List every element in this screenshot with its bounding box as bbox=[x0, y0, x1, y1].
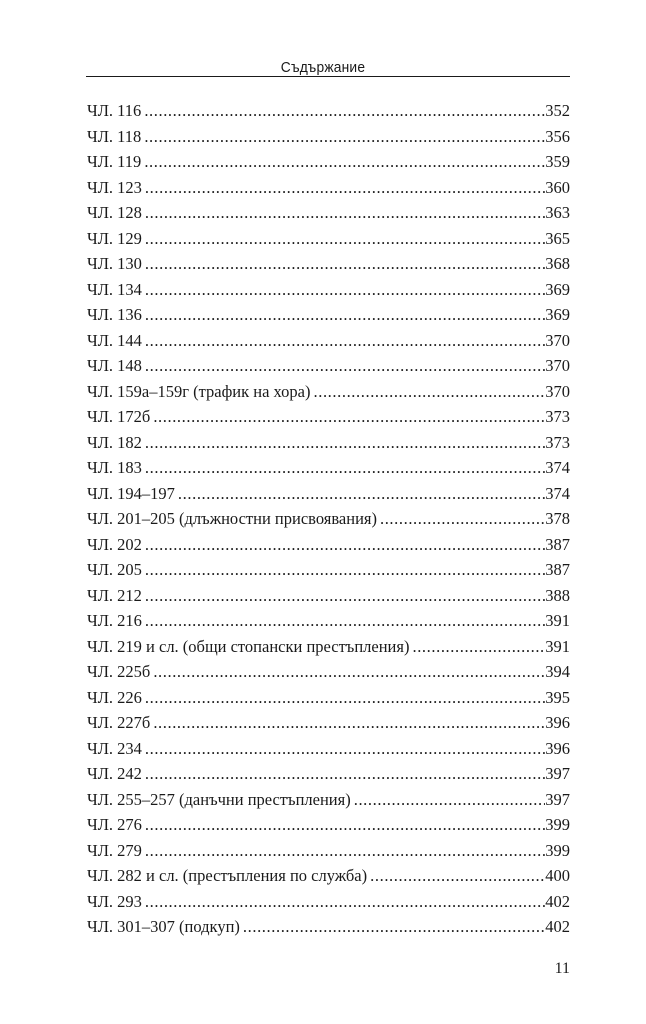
toc-entry-label: ЧЛ. 212 bbox=[87, 585, 142, 605]
toc-dot-leader bbox=[145, 557, 545, 583]
toc-dot-leader bbox=[145, 175, 545, 201]
toc-entry[interactable] bbox=[87, 277, 570, 303]
toc-dot-leader bbox=[354, 787, 546, 813]
toc-entry-page: 400 bbox=[545, 866, 570, 885]
toc-entry-label: ЧЛ. 144 bbox=[87, 330, 142, 350]
toc-entry-page: 365 bbox=[545, 228, 570, 248]
toc-dot-leader bbox=[145, 608, 545, 634]
toc-entry-page: 402 bbox=[545, 917, 570, 936]
toc-entry-label: ЧЛ. 183 bbox=[87, 458, 142, 477]
toc-entry-label: ЧЛ. 118 bbox=[87, 126, 142, 146]
toc-entry[interactable] bbox=[87, 328, 570, 354]
toc-entry[interactable] bbox=[87, 302, 570, 328]
toc-entry-page: 388 bbox=[545, 585, 570, 605]
toc-entry[interactable] bbox=[87, 226, 570, 252]
toc-dot-leader bbox=[145, 685, 545, 711]
toc-entry-page: 370 bbox=[545, 356, 570, 375]
toc-entry-label: ЧЛ. 128 bbox=[87, 203, 142, 222]
toc-dot-leader bbox=[380, 506, 545, 532]
toc-dot-leader bbox=[145, 761, 545, 787]
toc-entry[interactable] bbox=[87, 634, 570, 660]
toc-dot-leader bbox=[145, 889, 545, 915]
toc-entry[interactable] bbox=[87, 379, 570, 405]
toc-entry-label: ЧЛ. 119 bbox=[87, 152, 142, 171]
toc-dot-leader bbox=[144, 98, 545, 124]
toc-entry[interactable] bbox=[87, 812, 570, 838]
toc-entry[interactable] bbox=[87, 251, 570, 277]
toc-entry-label: ЧЛ. 148 bbox=[87, 356, 142, 375]
toc-entry-label: ЧЛ. 234 bbox=[87, 738, 142, 758]
toc-entry[interactable] bbox=[87, 124, 570, 150]
toc-entry-page: 387 bbox=[545, 560, 570, 579]
header-rule bbox=[86, 76, 570, 77]
toc-entry[interactable] bbox=[87, 914, 570, 940]
toc-entry-label: ЧЛ. 182 bbox=[87, 432, 142, 452]
toc-dot-leader bbox=[145, 353, 545, 379]
toc-entry-page: 359 bbox=[545, 152, 570, 171]
toc-entry[interactable] bbox=[87, 149, 570, 175]
toc-entry-label: ЧЛ. 194–197 bbox=[87, 483, 175, 503]
toc-entry[interactable] bbox=[87, 710, 570, 736]
toc-entry-label: ЧЛ. 201–205 (длъжностни присвоявания) bbox=[87, 509, 377, 528]
toc-entry[interactable] bbox=[87, 889, 570, 915]
toc-dot-leader bbox=[314, 379, 546, 405]
toc-dot-leader bbox=[144, 149, 545, 175]
toc-entry-page: 363 bbox=[545, 203, 570, 222]
toc-entry-label: ЧЛ. 205 bbox=[87, 560, 142, 579]
toc-entry[interactable] bbox=[87, 506, 570, 532]
toc-entry-page: 369 bbox=[545, 305, 570, 324]
toc-entry[interactable] bbox=[87, 200, 570, 226]
toc-entry[interactable] bbox=[87, 863, 570, 889]
toc-entry[interactable] bbox=[87, 557, 570, 583]
toc-entry-page: 397 bbox=[545, 764, 570, 783]
toc-dot-leader bbox=[145, 251, 545, 277]
toc-entry[interactable] bbox=[87, 404, 570, 430]
toc-dot-leader bbox=[145, 430, 545, 456]
toc-dot-leader bbox=[145, 328, 545, 354]
toc-entry-label: ЧЛ. 227б bbox=[87, 713, 151, 732]
toc-entry-page: 387 bbox=[545, 534, 570, 554]
toc-entry-page: 369 bbox=[545, 279, 570, 299]
toc-dot-leader bbox=[153, 404, 545, 430]
toc-entry-label: ЧЛ. 282 и сл. (престъпления по служба) bbox=[87, 866, 368, 885]
toc-entry-page: 391 bbox=[545, 636, 570, 656]
toc-dot-leader bbox=[370, 863, 545, 889]
page-header-title: Съдържание bbox=[280, 59, 366, 76]
toc-entry-page: 373 bbox=[545, 432, 570, 452]
toc-entry-label: ЧЛ. 226 bbox=[87, 687, 142, 707]
toc-entry-label: ЧЛ. 202 bbox=[87, 534, 142, 554]
toc-dot-leader bbox=[145, 226, 545, 252]
toc-entry-label: ЧЛ. 116 bbox=[87, 101, 142, 120]
toc-entry-page: 397 bbox=[545, 789, 570, 809]
toc-entry-page: 402 bbox=[545, 891, 570, 911]
toc-entry-label: ЧЛ. 279 bbox=[87, 840, 142, 860]
toc-dot-leader bbox=[178, 481, 545, 507]
toc-entry-label: ЧЛ. 255–257 (данъчни престъпления) bbox=[87, 789, 351, 809]
toc-entry[interactable] bbox=[87, 761, 570, 787]
toc-entry[interactable] bbox=[87, 175, 570, 201]
toc-entry-page: 374 bbox=[545, 483, 570, 503]
toc-entry-label: ЧЛ. 276 bbox=[87, 815, 142, 834]
toc-entry[interactable] bbox=[87, 98, 570, 124]
toc-entry-page: 394 bbox=[545, 662, 570, 681]
toc-entry-page: 378 bbox=[545, 509, 570, 528]
toc-entry-label: ЧЛ. 123 bbox=[87, 177, 142, 197]
toc-entry-label: ЧЛ. 172б bbox=[87, 407, 151, 426]
toc-entry-page: 396 bbox=[545, 738, 570, 758]
toc-entry[interactable] bbox=[87, 353, 570, 379]
toc-dot-leader bbox=[144, 124, 545, 150]
toc-entry-label: ЧЛ. 293 bbox=[87, 891, 142, 911]
toc-entry-page: 356 bbox=[545, 126, 570, 146]
toc-entry-label: ЧЛ. 242 bbox=[87, 764, 142, 783]
toc-entry[interactable] bbox=[87, 736, 570, 762]
toc-entry-page: 391 bbox=[545, 611, 570, 630]
toc-entry-page: 352 bbox=[545, 101, 570, 120]
toc-entry-label: ЧЛ. 130 bbox=[87, 254, 142, 273]
toc-entry-page: 360 bbox=[545, 177, 570, 197]
toc-entry[interactable] bbox=[87, 659, 570, 685]
toc-entry-page: 399 bbox=[545, 840, 570, 860]
toc-entry-label: ЧЛ. 136 bbox=[87, 305, 142, 324]
toc-entry-label: ЧЛ. 225б bbox=[87, 662, 151, 681]
toc-dot-leader bbox=[145, 277, 545, 303]
toc-dot-leader bbox=[145, 838, 545, 864]
toc-dot-leader bbox=[412, 634, 545, 660]
toc-dot-leader bbox=[145, 812, 545, 838]
toc-entry[interactable] bbox=[87, 583, 570, 609]
toc-entry-label: ЧЛ. 301–307 (подкуп) bbox=[87, 917, 240, 936]
toc-entry[interactable] bbox=[87, 430, 570, 456]
toc-dot-leader bbox=[145, 532, 545, 558]
toc-entry[interactable] bbox=[87, 608, 570, 634]
toc-entry-label: ЧЛ. 216 bbox=[87, 611, 142, 630]
toc-entry-label: ЧЛ. 129 bbox=[87, 228, 142, 248]
toc-entry[interactable] bbox=[87, 532, 570, 558]
toc-entry[interactable] bbox=[87, 481, 570, 507]
toc-entry-page: 373 bbox=[545, 407, 570, 426]
toc-entry[interactable] bbox=[87, 838, 570, 864]
toc-entry-label: ЧЛ. 219 и сл. (общи стопански престъпления) bbox=[87, 636, 410, 656]
toc-entry-label: ЧЛ. 134 bbox=[87, 279, 142, 299]
toc-dot-leader bbox=[145, 302, 545, 328]
table-of-contents bbox=[87, 98, 570, 940]
toc-entry-page: 370 bbox=[545, 381, 570, 401]
toc-dot-leader bbox=[153, 710, 545, 736]
page-number: 11 bbox=[554, 960, 570, 977]
toc-dot-leader bbox=[145, 736, 545, 762]
toc-entry-page: 370 bbox=[545, 330, 570, 350]
toc-entry[interactable] bbox=[87, 455, 570, 481]
toc-dot-leader bbox=[145, 455, 545, 481]
toc-entry-page: 395 bbox=[545, 687, 570, 707]
toc-dot-leader bbox=[145, 200, 545, 226]
toc-entry-page: 396 bbox=[545, 713, 570, 732]
toc-entry[interactable] bbox=[87, 685, 570, 711]
toc-dot-leader bbox=[243, 914, 545, 940]
toc-dot-leader bbox=[145, 583, 545, 609]
toc-entry-page: 368 bbox=[545, 254, 570, 273]
toc-entry[interactable] bbox=[87, 787, 570, 813]
toc-entry-label: ЧЛ. 159а–159г (трафик на хора) bbox=[87, 381, 311, 401]
toc-entry-page: 374 bbox=[545, 458, 570, 477]
toc-entry-page: 399 bbox=[545, 815, 570, 834]
toc-dot-leader bbox=[153, 659, 545, 685]
